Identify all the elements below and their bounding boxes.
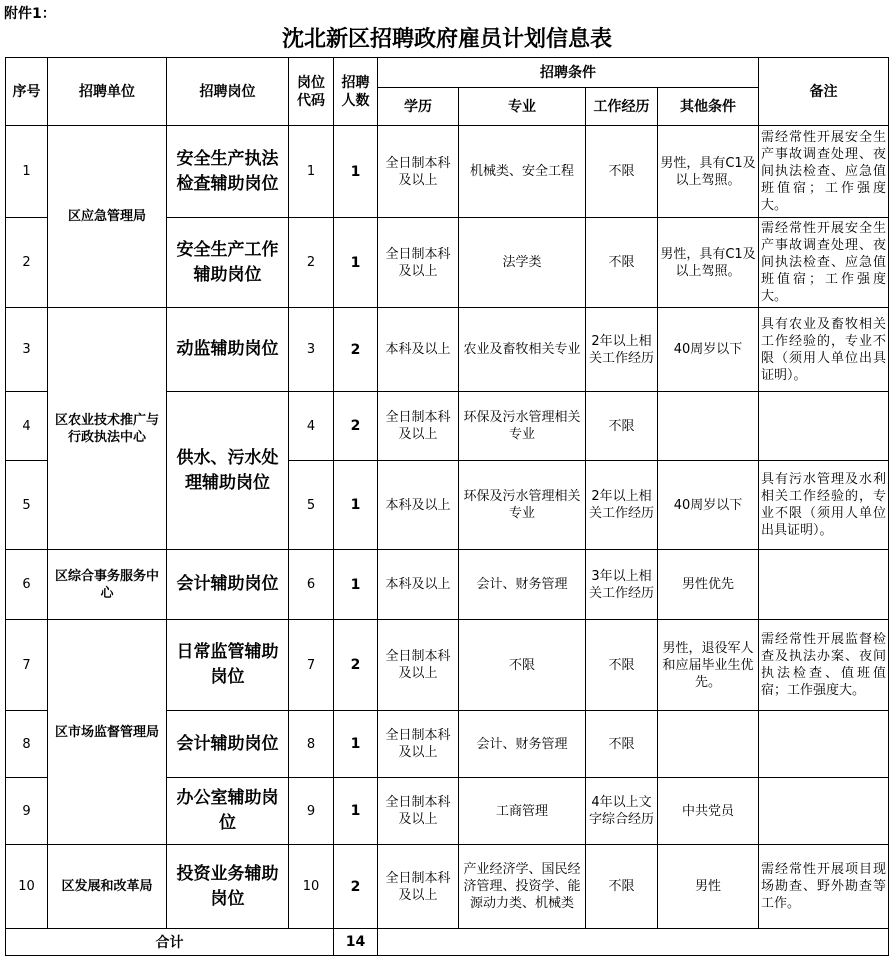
remarks-cell: 需经常性开展监督检查及执法办案、夜间执法检查、值班值宿；工作强度大。 <box>759 620 889 711</box>
major-cell: 会计、财务管理 <box>459 711 586 778</box>
education-cell: 本科及以上 <box>378 550 459 620</box>
header-other: 其他条件 <box>658 88 759 126</box>
table-row <box>6 620 889 711</box>
code-cell: 10 <box>289 845 334 929</box>
post-cell: 会计辅助岗位 <box>167 711 289 778</box>
experience-cell: 不限 <box>586 392 658 461</box>
remarks-cell: 需经常性开展项目现场勘查、野外勘查等工作。 <box>759 845 889 929</box>
experience-cell: 2年以上相关工作经历 <box>586 308 658 392</box>
code-cell: 6 <box>289 550 334 620</box>
major-cell: 环保及污水管理相关专业 <box>459 461 586 550</box>
education-cell: 本科及以上 <box>378 461 459 550</box>
header-conditions: 招聘条件 <box>378 58 759 88</box>
post-cell: 投资业务辅助岗位 <box>167 845 289 929</box>
remarks-cell: 需经常性开展安全生产事故调查处理、夜间执法检查、应急值班值宿；工作强度大。 <box>759 126 889 218</box>
experience-cell: 不限 <box>586 711 658 778</box>
header-no: 序号 <box>6 58 48 126</box>
row-no: 4 <box>6 392 48 461</box>
recruitment-table <box>5 57 889 956</box>
post-cell: 安全生产工作辅助岗位 <box>167 218 289 308</box>
other-cell: 中共党员 <box>658 778 759 845</box>
row-no: 7 <box>6 620 48 711</box>
major-cell: 工商管理 <box>459 778 586 845</box>
remarks-cell <box>759 392 889 461</box>
row-no: 9 <box>6 778 48 845</box>
other-cell: 男性 <box>658 845 759 929</box>
education-cell: 本科及以上 <box>378 308 459 392</box>
total-label: 合计 <box>6 929 334 956</box>
remarks-cell: 需经常性开展安全生产事故调查处理、夜间执法检查、应急值班值宿；工作强度大。 <box>759 218 889 308</box>
major-cell: 农业及畜牧相关专业 <box>459 308 586 392</box>
education-cell: 全日制本科及以上 <box>378 218 459 308</box>
post-cell: 会计辅助岗位 <box>167 550 289 620</box>
experience-cell: 3年以上相关工作经历 <box>586 550 658 620</box>
count-cell: 2 <box>334 308 378 392</box>
header-major: 专业 <box>459 88 586 126</box>
count-cell: 1 <box>334 461 378 550</box>
code-cell: 3 <box>289 308 334 392</box>
table-row <box>6 550 889 620</box>
major-cell: 环保及污水管理相关专业 <box>459 392 586 461</box>
remarks-cell: 具有农业及畜牧相关工作经验的，专业不限（须用人单位出具证明）。 <box>759 308 889 392</box>
unit-cell: 区发展和改革局 <box>48 845 167 929</box>
education-cell: 全日制本科及以上 <box>378 126 459 218</box>
unit-cell: 区综合事务服务中心 <box>48 550 167 620</box>
count-cell: 2 <box>334 845 378 929</box>
page-title: 沈北新区招聘政府雇员计划信息表 <box>281 26 612 52</box>
major-cell: 不限 <box>459 620 586 711</box>
remarks-cell <box>759 550 889 620</box>
row-no: 1 <box>6 126 48 218</box>
other-cell <box>658 392 759 461</box>
unit-cell: 区市场监督管理局 <box>48 620 167 845</box>
major-cell: 法学类 <box>459 218 586 308</box>
post-cell: 供水、污水处理辅助岗位 <box>167 392 289 550</box>
experience-cell: 2年以上相关工作经历 <box>586 461 658 550</box>
attachment-label: 附件1： <box>4 6 56 22</box>
major-cell: 产业经济学、国民经济管理、投资学、能源动力类、机械类 <box>459 845 586 929</box>
remarks-cell <box>759 711 889 778</box>
post-cell: 日常监管辅助岗位 <box>167 620 289 711</box>
unit-cell: 区应急管理局 <box>48 126 167 308</box>
code-cell: 8 <box>289 711 334 778</box>
unit-cell: 区农业技术推广与行政执法中心 <box>48 308 167 550</box>
count-cell: 1 <box>334 711 378 778</box>
count-cell: 1 <box>334 778 378 845</box>
education-cell: 全日制本科及以上 <box>378 392 459 461</box>
code-cell: 9 <box>289 778 334 845</box>
other-cell: 40周岁以下 <box>658 461 759 550</box>
experience-cell: 4年以上文字综合经历 <box>586 778 658 845</box>
education-cell: 全日制本科及以上 <box>378 711 459 778</box>
other-cell <box>658 711 759 778</box>
row-no: 10 <box>6 845 48 929</box>
row-no: 6 <box>6 550 48 620</box>
table-row <box>6 845 889 929</box>
code-cell: 7 <box>289 620 334 711</box>
other-cell: 40周岁以下 <box>658 308 759 392</box>
major-cell: 机械类、安全工程 <box>459 126 586 218</box>
row-no: 2 <box>6 218 48 308</box>
post-cell: 安全生产执法检查辅助岗位 <box>167 126 289 218</box>
header-unit: 招聘单位 <box>48 58 167 126</box>
total-value: 14 <box>334 929 378 956</box>
header-code: 岗位代码 <box>289 58 334 126</box>
post-cell: 办公室辅助岗位 <box>167 778 289 845</box>
count-cell: 1 <box>334 550 378 620</box>
total-row <box>6 929 889 956</box>
other-cell: 男性，具有C1及以上驾照。 <box>658 126 759 218</box>
count-cell: 1 <box>334 126 378 218</box>
code-cell: 1 <box>289 126 334 218</box>
other-cell: 男性优先 <box>658 550 759 620</box>
row-no: 5 <box>6 461 48 550</box>
row-no: 8 <box>6 711 48 778</box>
post-cell: 动监辅助岗位 <box>167 308 289 392</box>
experience-cell: 不限 <box>586 126 658 218</box>
header-count: 招聘人数 <box>334 58 378 126</box>
code-cell: 4 <box>289 392 334 461</box>
header-experience: 工作经历 <box>586 88 658 126</box>
header-education: 学历 <box>378 88 459 126</box>
count-cell: 2 <box>334 620 378 711</box>
experience-cell: 不限 <box>586 218 658 308</box>
experience-cell: 不限 <box>586 620 658 711</box>
count-cell: 2 <box>334 392 378 461</box>
table-row <box>6 308 889 392</box>
other-cell: 男性，具有C1及以上驾照。 <box>658 218 759 308</box>
table-row <box>6 126 889 218</box>
experience-cell: 不限 <box>586 845 658 929</box>
remarks-cell: 具有污水管理及水利相关工作经验的，专业不限（须用人单位出具证明）。 <box>759 461 889 550</box>
header-post: 招聘岗位 <box>167 58 289 126</box>
row-no: 3 <box>6 308 48 392</box>
major-cell: 会计、财务管理 <box>459 550 586 620</box>
remarks-cell <box>759 778 889 845</box>
education-cell: 全日制本科及以上 <box>378 778 459 845</box>
code-cell: 5 <box>289 461 334 550</box>
count-cell: 1 <box>334 218 378 308</box>
header-remarks: 备注 <box>759 58 889 126</box>
total-empty-cell <box>378 929 889 956</box>
education-cell: 全日制本科及以上 <box>378 845 459 929</box>
other-cell: 男性，退役军人和应届毕业生优先。 <box>658 620 759 711</box>
code-cell: 2 <box>289 218 334 308</box>
education-cell: 全日制本科及以上 <box>378 620 459 711</box>
